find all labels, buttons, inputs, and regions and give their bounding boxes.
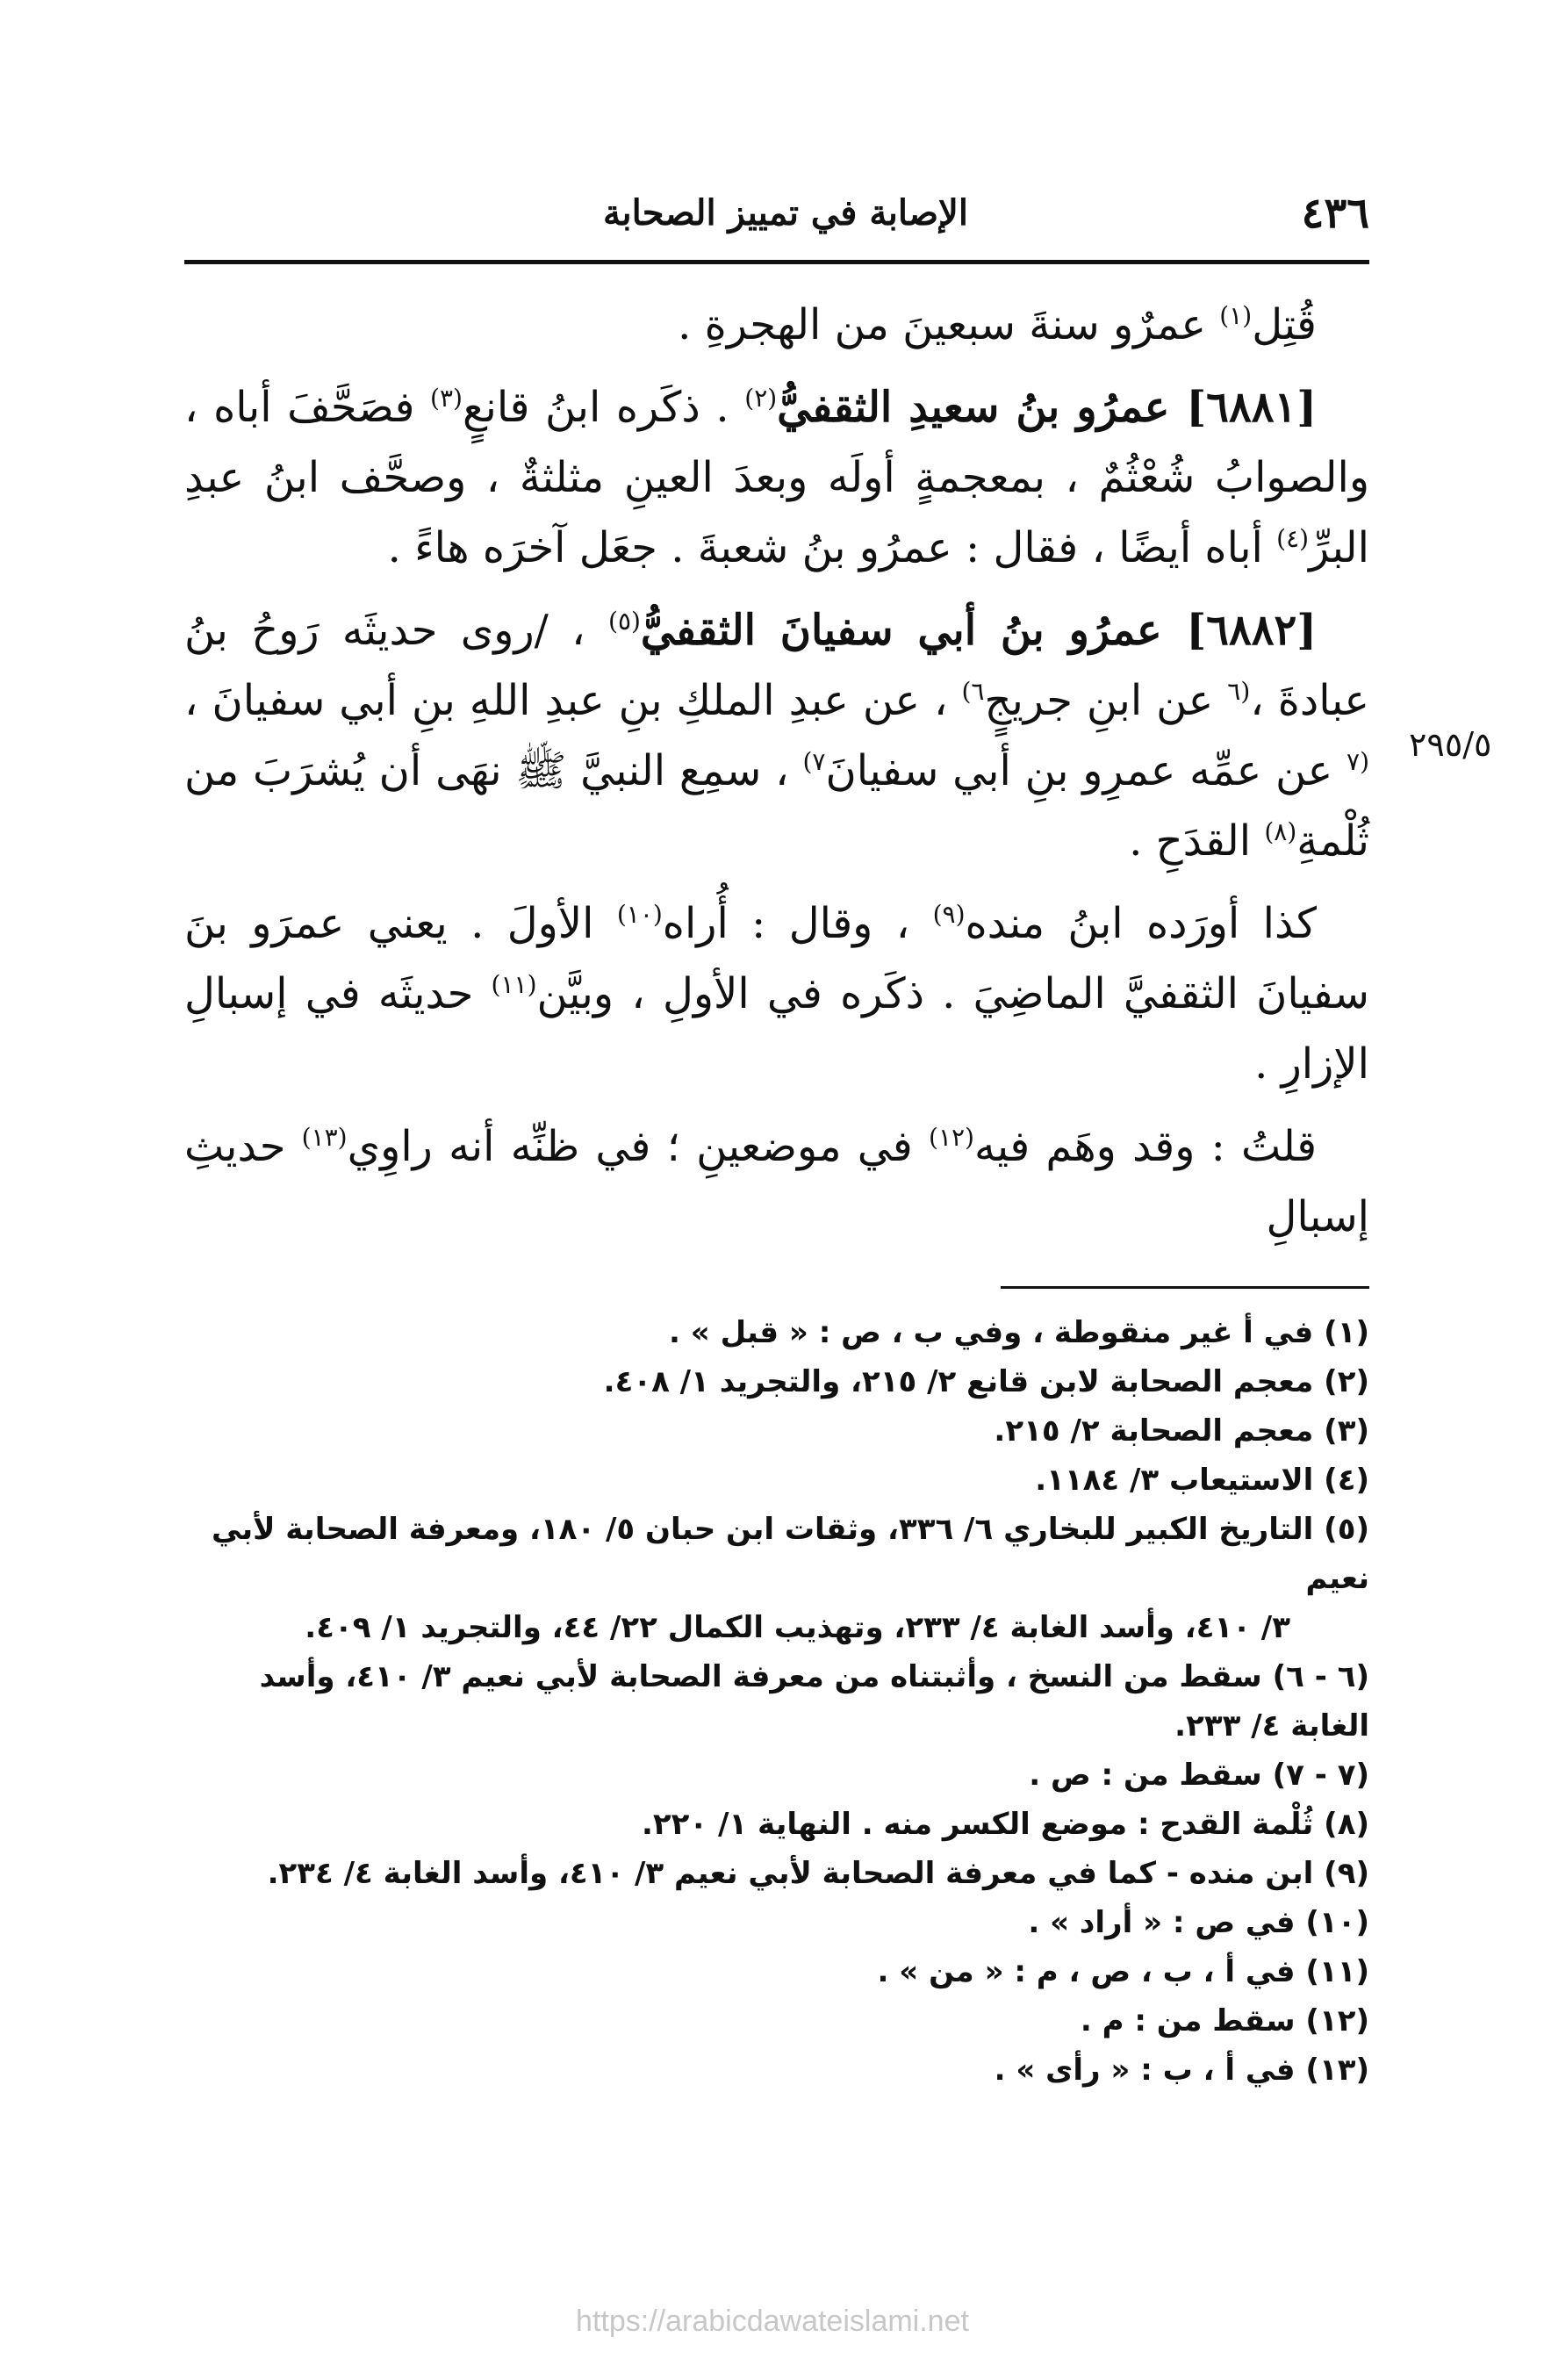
footnote-3: (٣) معجم الصحابة ٢/ ٢١٥. [994, 1413, 1369, 1449]
footnote-marker: (٢) [744, 384, 778, 413]
paragraph-1: قُتِل$^{(١)}$ عمرٌو سنةَ سبعينَ من الهجرةِ . [678, 300, 1317, 349]
footnote-marker: ٧) [802, 747, 826, 776]
footnote-7: (٧ - ٧) سقط من : ص . [1029, 1758, 1369, 1793]
footnote-5-continued: ٣/ ٤١٠، وأسد الغابة ٤/ ٢٣٣، وتهذيب الكمال ٢٢/ ٤٤، والتجريد ١/ ٤٠٩. [305, 1610, 1290, 1645]
footnote-4: (٤) الاستيعاب ٣/ ١١٨٤. [1035, 1463, 1369, 1498]
footnote-10: (١٠) في ص : « أراد » . [1028, 1905, 1369, 1940]
footnote-marker: (١) [1219, 301, 1253, 330]
footnote-marker: (٥) [608, 607, 641, 636]
main-text [184, 290, 1369, 1264]
footnote-5: (٥) التاريخ الكبير للبخاري ٦/ ٣٣٦، وثقات ابن حبان ٥/ ١٨٠، ومعرفة الصحابة لأبي نعيم [211, 1512, 1369, 1596]
footnote-1: (١) في أ غير منقوطة ، وفي ب ، ص : « قبل » . [669, 1315, 1369, 1350]
book-title: الإصابة في تمييز الصحابة [603, 192, 968, 234]
footnote-marker: ٦) [961, 677, 985, 706]
header-rule [184, 260, 1369, 264]
footnote-2: (٢) معجم الصحابة لابن قانع ٢/ ٢١٥، والتجريد ١/ ٤٠٨. [603, 1364, 1369, 1399]
footnote-marker: (١٣) [301, 1123, 348, 1152]
watermark-url: https://arabicdawateislami.net [576, 2305, 969, 2338]
footnote-marker: (٣) [430, 384, 463, 413]
page-number: ٤٣٦ [1301, 189, 1369, 238]
footnote-marker: (١١) [491, 970, 537, 999]
page-header [184, 180, 1369, 259]
paragraph-5: قلتُ : وقد وهَم فيه$^{(١٢)}$ في موضعينِ ؛ في ظنِّه أنه راوِي$^{(١٣)}$ حديثِ إسبالِ [184, 1122, 1369, 1241]
paragraph-4: كذا أورَده ابنُ منده$^{(٩)}$ ، وقال : أُراه$^{(١٠)}$ الأولَ . يعني عمرَو بنَ سفيانَ الثقفيَّ الماضِيَ . ذكَره في الأولِ ، وبيَّن$^{(١١)}$ حديثَه في إسبالِ الإزارِ . [184, 899, 1369, 1089]
footnote-marker: (١٢) [929, 1123, 974, 1152]
footnote-marker: (٨) [1264, 817, 1297, 846]
footnote-marker: (٤) [1276, 524, 1310, 553]
entry-title: [٦٨٨١] عمرُو بنُ سعيدِ الثقفيُّ [777, 383, 1318, 432]
entry-6882: [٦٨٨٢] عمرُو بنُ أبي سفيانَ الثقفيُّ$^{(٥)}$ ، /روى حديثَه رَوحُ بنُ عبادةَ ،$^{(٦}$ عن ابنِ جريجٍ$^{٦)}$ ، عن عبدِ الملكِ بنِ عبدِ اللهِ بنِ أبي سفيانَ ،$^{(٧}$ عن عمِّه عمرِو بنِ أبي سفيانَ$^{٧)}$ ، سمِع النبيَّ ﷺ نهَى أن يُشرَبَ من ثُلْمةِ$^{(٨)}$ القدَحِ . [184, 606, 1370, 866]
entry-title: [٦٨٨٢] عمرُو بنُ أبي سفيانَ الثقفيُّ [640, 606, 1317, 655]
footnote-13: (١٣) في أ ، ب : « رأى » . [994, 2053, 1369, 2088]
footnotes [184, 1308, 1369, 2095]
footnote-11: (١١) في أ ، ب ، ص ، م : « من » . [877, 1954, 1369, 1989]
footnote-9: (٩) ابن منده - كما في معرفة الصحابة لأبي نعيم ٣/ ٤١٠، وأسد الغابة ٤/ ٢٣٤. [267, 1856, 1369, 1891]
footnote-marker: (٦ [1227, 677, 1251, 706]
footnote-8: (٨) ثُلْمة القدح : موضع الكسر منه . النهاية ١/ ٢٢٠. [641, 1807, 1369, 1842]
footnote-12: (١٢) سقط من : م . [1080, 2003, 1369, 2038]
footnote-marker: (٧ [1347, 747, 1369, 776]
footnote-separator [1001, 1286, 1369, 1289]
entry-6881: [٦٨٨١] عمرُو بنُ سعيدِ الثقفيُّ$^{(٢)}$ . ذكَره ابنُ قانعٍ$^{(٣)}$ فصَحَّفَ أباه ، والصوابُ شُعْثُمٌ ، بمعجمةٍ أولَه وبعدَ العينِ مثلثةٌ ، وصحَّف ابنُ عبدِ البرِّ$^{(٤)}$ أباه أيضًا ، فقال : عمرُو بنُ شعبةَ . جعَل آخرَه هاءً . [184, 383, 1369, 572]
footnote-marker: (٩) [932, 900, 966, 929]
footnote-marker: (١٠) [616, 900, 663, 929]
footnote-6: (٦ - ٦) سقط من النسخ ، وأثبتناه من معرفة الصحابة لأبي نعيم ٣/ ٤١٠، وأسد الغابة ٤/ ٢٣٣. [259, 1659, 1369, 1744]
margin-note: ٢٩٥/٥ [1409, 725, 1492, 764]
